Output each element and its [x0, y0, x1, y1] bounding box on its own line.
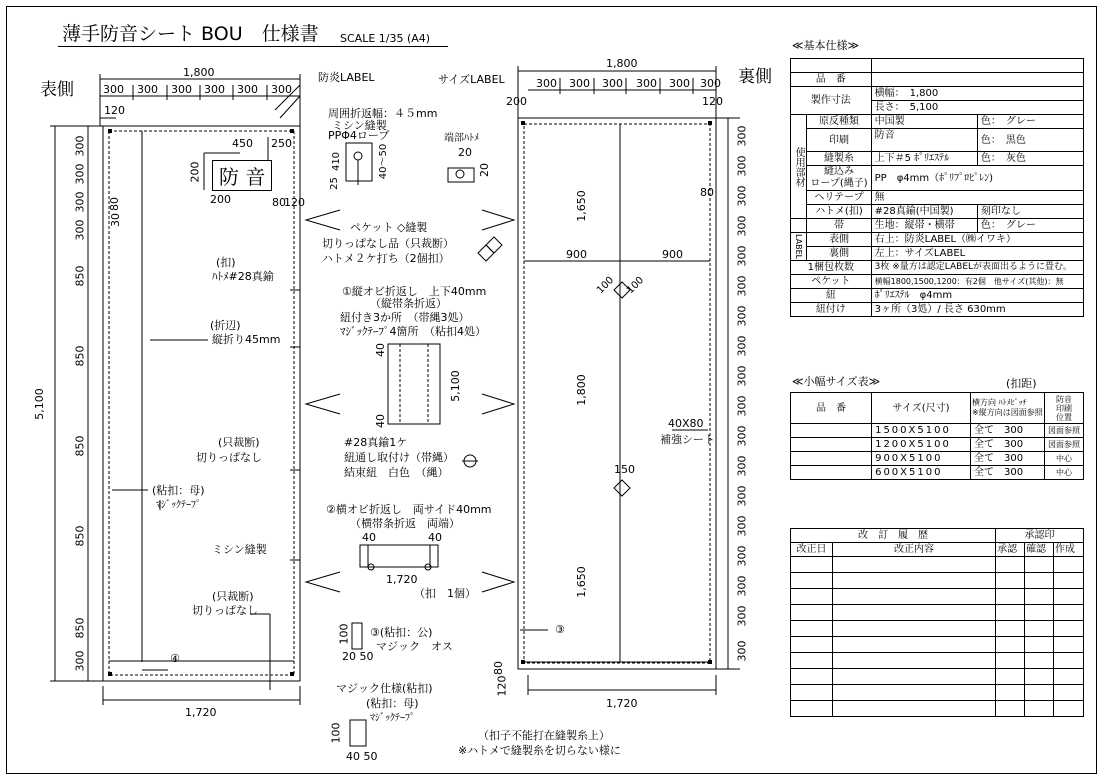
front-note-magic: ﾏｼﾞｯｸﾃｰﾌﾟ — [156, 500, 201, 511]
back-dim-200: 200 — [506, 95, 527, 108]
hatome-note: #28真鍮1ケ — [344, 436, 408, 449]
back-top-segment: 300 — [569, 77, 590, 90]
back-top-segment: 300 — [536, 77, 557, 90]
front-note-mishin: ミシン縫製 — [212, 543, 267, 556]
front-top-segment: 300 — [237, 83, 258, 96]
magic-note-b: マジック オス — [376, 640, 453, 653]
front-top-segment: 300 — [271, 83, 292, 96]
back-top-segment: 300 — [700, 77, 721, 90]
back-dim-80: 80 — [700, 186, 714, 199]
spec-table: 品 番 製作寸法 横幅： 1,800 長さ： 5,100 使用部材 原反種類 中国製 色： グレー 印刷 防音 色： 黒色 縫製糸 上下＃5 ﾎﾟﾘｴｽﾃﾙ 色： 灰色 縫込み ロープ(縄子) PP φ4mm（ﾎﾟﾘﾌﾟﾛﾋﾟﾚﾝ) ヘリテープ 無 ハトメ(扣) #28真鍮(中国製) 刻印なし 帯 生地：縦帯・横帯 色： グレー LABEL 表側 右上：防炎LABEL（㈱イワキ） 裏側 左上：サイズLABEL 1梱包枚数 3枚 ※量方は認定LABELが表面出るように畳む。 ペケット 横幅1800,1500,1200：有2個 他サイズ(其他)：無 紐 ﾎﾟﾘｴｽﾃﾙ φ4mm 紐付け 3ヶ所（3処）/ 長さ 630mm — [790, 58, 1084, 317]
boon-label-text: 防炎LABEL — [318, 71, 375, 84]
footnote-2: ※ハトメで縫製糸を切らない様に — [458, 744, 621, 757]
back-total-width: 1,800 — [606, 57, 638, 70]
front-side-label: 表側 — [40, 80, 74, 100]
front-note-tateori: 縦折り45mm — [212, 333, 281, 346]
small-size-table: 品 番 サイズ(尺寸) 横方向 ﾊﾄﾒﾋﾟｯﾁ ※縦方向は図面参照 防音 印刷 位置 1500X5100 全て 300 図面参照 1200X5100 全て 300 図面参照 900X5100 全て 300 中心 600X5100 全て 300 中心 — [790, 392, 1084, 480]
back-seam-line — [524, 124, 710, 663]
front-top-segment: 300 — [204, 83, 225, 96]
back-top-segment: 300 — [602, 77, 623, 90]
front-note-tadan2: (只裁断) — [212, 590, 254, 603]
back-side-label: 裏側 — [738, 67, 772, 87]
kake-one: （扣 1個） — [414, 587, 476, 600]
footnote-1: （扣子不能打在縫製糸上） — [478, 729, 610, 742]
front-sheet-outline — [103, 126, 300, 681]
front-bottom-width: 1,720 — [185, 706, 217, 719]
band-note-1d: ﾏｼﾞｯｸﾃｰﾌﾟ4箇所 （粘扣4処） — [340, 325, 486, 338]
front-note-kake: (扣) — [216, 256, 236, 269]
back-dim-900: 900 — [566, 248, 587, 261]
pocket-note-1: ペケット ◇縫製 — [350, 221, 428, 234]
page-title: 薄手防音シート BOU 仕様書 — [62, 23, 319, 45]
rope-note: PPΦ4ロープ — [328, 129, 390, 142]
front-note-orihen: (折辺) — [210, 319, 241, 332]
scale-label: SCALE 1/35 (A4) — [340, 32, 431, 45]
revision-table: 改 訂 履 歴 承認印 改正日 改正内容 承認 確認 作成 — [790, 528, 1084, 717]
band-note-2b: （横帯条折返 両端） — [350, 517, 460, 530]
back-dim-150: 150 — [614, 463, 635, 476]
back-bottom-width: 1,720 — [606, 697, 638, 710]
reinforce-label: 補強シート — [660, 433, 715, 446]
magic-spec-title: マジック仕様(粘扣) — [336, 682, 433, 695]
magic-note-a: ③(粘扣：公) — [370, 626, 433, 639]
front-edge-dim: 120 — [104, 104, 125, 117]
sewing-note: ミシン縫製 — [332, 119, 387, 132]
magic-spec-tape: ﾏｼﾞｯｸﾃｰﾌﾟ — [370, 713, 415, 724]
back-dim-120: 120 — [702, 95, 723, 108]
reinforce-size: 40X80 — [668, 417, 704, 430]
spec-heading: ≪基本仕様≫ — [792, 39, 860, 52]
back-top-segment: 300 — [636, 77, 657, 90]
band-note-1a: ①縦オビ折返し 上下40mm — [342, 285, 487, 298]
small-size-heading: ≪小幅サイズ表≫ — [792, 375, 881, 388]
edge-grommet-note: 端部ﾊﾄﾒ — [444, 133, 479, 144]
front-note-hatome: ﾊﾄﾒ#28真鍮 — [212, 270, 274, 283]
front-note-kiri1: 切りっぱなし — [196, 451, 262, 464]
back-circle-3: ③ — [555, 623, 565, 636]
front-note-nenkou: (粘扣：母) — [152, 484, 205, 497]
rope-detail-box — [346, 143, 372, 181]
perimeter-fold: 周囲折返幅：４５mm — [328, 107, 438, 120]
size-label-text: サイズLABEL — [438, 73, 505, 86]
front-top-segment: 300 — [103, 83, 124, 96]
vertical-band-detail — [388, 344, 440, 424]
front-height: 5,100 — [32, 388, 46, 420]
front-total-width: 1,800 — [183, 66, 215, 79]
front-note-tadan1: (只裁断) — [218, 436, 260, 449]
front-top-segment: 300 — [171, 83, 192, 96]
pocket-note-2: 切りっぱなし品（只裁断） — [322, 237, 454, 250]
stamp-boon: 防 音 — [212, 160, 272, 191]
magic-spec-mother: (粘扣：母) — [366, 697, 419, 710]
band-note-2a: ②横オビ折返し 両サイド40mm — [326, 503, 492, 516]
band-note-1c: 紐付き3か所 （帯縄3処） — [340, 311, 470, 324]
pitch-heading: (扣距) — [1006, 377, 1037, 390]
band-note-1b: （縦帯条折返） — [370, 297, 447, 310]
pocket-note-3: ハトメ２ケ打ち（2個扣） — [322, 252, 450, 265]
front-seam-line — [109, 131, 294, 675]
back-dim-900: 900 — [662, 248, 683, 261]
back-sheet-outline — [518, 118, 716, 669]
back-top-segment: 300 — [669, 77, 690, 90]
front-circle-4: ④ — [170, 652, 180, 665]
himo-note-1: 紐通し取付け（帯縄） — [344, 451, 454, 464]
front-note-kiri2: 切りっぱなし — [192, 604, 258, 617]
front-top-segment: 300 — [137, 83, 158, 96]
himo-note-2: 結束紐 白色 （縄） — [344, 466, 449, 479]
